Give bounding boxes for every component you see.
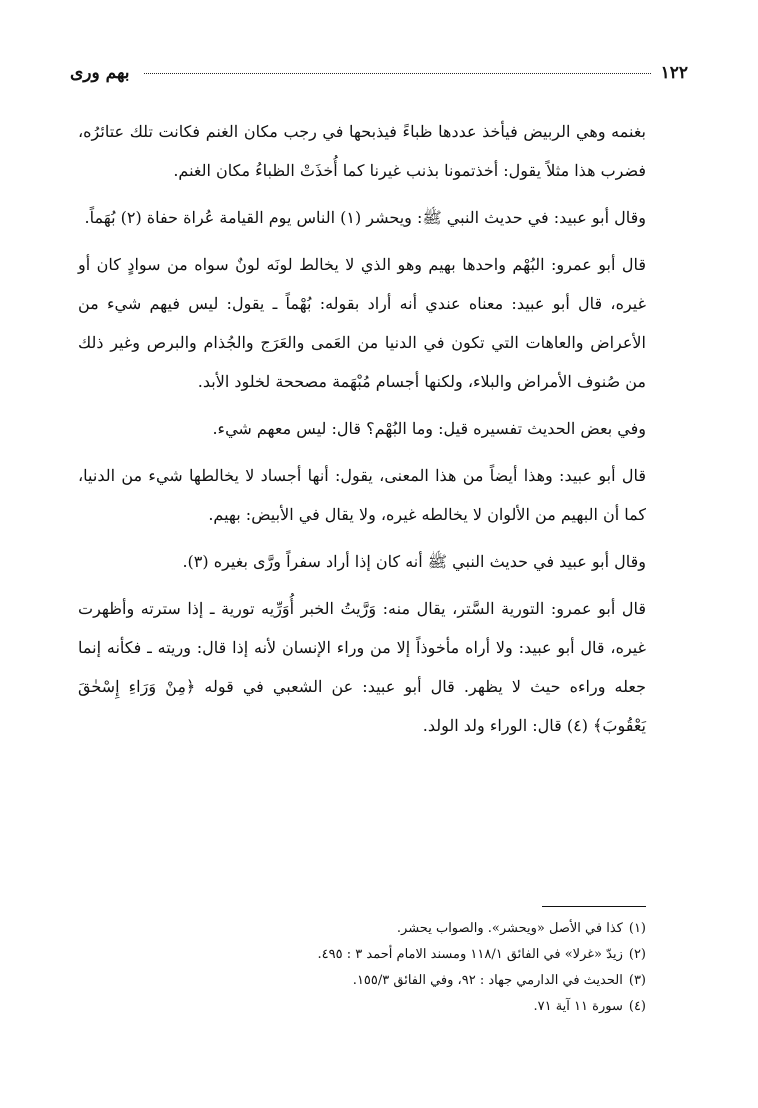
footnote-text: سورة ١١ آية ٧١. — [533, 999, 623, 1014]
footnote-number: (٢) — [628, 947, 646, 962]
footnote-text: الحديث في الدارمي جهاد : ٩٢، وفي الفائق ١٥٥/٣. — [352, 973, 623, 988]
footnote-3 — [78, 968, 646, 994]
footnote-2 — [78, 942, 646, 968]
header-dotted-rule — [144, 73, 651, 74]
paragraph-4: وفي بعض الحديث تفسيره قيل: وما البُهْم؟ قال: ليس معهم شيء. — [212, 419, 646, 438]
paragraph-1: بغنمه وهي الربيض فيأخذ عددها ظباءً فيذبحها في رجب مكان الغنم فكانت تلك عتائرُه، فضرب هذا مثلاً يقول: أخذتمونا بذنب غيرنا كما أُخذَتْ الظباءُ مكان الغنم. — [78, 122, 646, 180]
paragraph-2: وقال أبو عبيد: في حديث النبي ﷺ: ويحشر (١) الناس يوم القيامة عُراة حفاة (٢) بُهَماً. — [84, 208, 646, 227]
main-text — [78, 112, 646, 753]
paragraph-3: قال أبو عمرو: البُهْم واحدها بهيم وهو الذي لا يخالط لونَه لونٌ سواه من سوادٍ كان أو غيره، قال أبو عبيد: معناه عندي أنه أراد بقوله: بُهْماً ـ يقول: ليس فيهم شيء من الأعراض والعاهات التي تكون في الدنيا من العَمى والعَرَج والجُذام والبرص وغير ذلك من صُنوف الأمراض والبلاء، ولكنها أجسام مُبْهَمة مصححة لخلود الأبد. — [78, 255, 646, 391]
paragraph-7: قال أبو عمرو: التورية السَّتر، يقال منه: وَرَّيتُ الخبر أُوَرِّيه تورية ـ إذا سترته وأظهرت غيره، قال أبو عبيد: ولا أراه مأخوذاً إلا من وراء الإنسان لأنه إذا قال: وريته ـ فكأنه إنما جعله وراءه حيث لا يظهر. قال أبو عبيد: عن الشعبي في قوله ﴿مِنْ وَرَاءِ إِسْحٰقَ يَعْقُوبَ﴾ (٤) قال: الوراء ولد الولد. — [78, 599, 647, 735]
footnotes — [78, 916, 646, 1020]
page-number: ١٢٢ — [660, 63, 688, 83]
footnote-number: (٣) — [628, 973, 646, 988]
footnote-number: (٤) — [628, 999, 646, 1014]
paragraph-6: وقال أبو عبيد في حديث النبي ﷺ أنه كان إذا أراد سفراً ورَّى بغيره (٣). — [182, 552, 646, 571]
page-header — [70, 58, 688, 88]
running-head: بهم ورى — [70, 63, 130, 83]
footnote-text: زيدّ «غرلا» في الفائق ١١٨/١ ومسند الامام أحمد ٣ : ٤٩٥. — [317, 947, 623, 962]
footnote-4 — [78, 994, 646, 1020]
paragraph-5: قال أبو عبيد: وهذا أيضاً من هذا المعنى، يقول: أنها أجساد لا يخالطها شيء من الدنيا، كما أن البهيم من الألوان لا يخالطه غيره، ولا يقال في الأبيض: بهيم. — [78, 466, 646, 524]
footnote-separator — [542, 906, 646, 907]
footnote-text: كذا في الأصل «ويحشر». والصواب يحشر. — [396, 921, 623, 936]
footnote-number: (١) — [628, 921, 646, 936]
footnote-1 — [78, 916, 646, 942]
